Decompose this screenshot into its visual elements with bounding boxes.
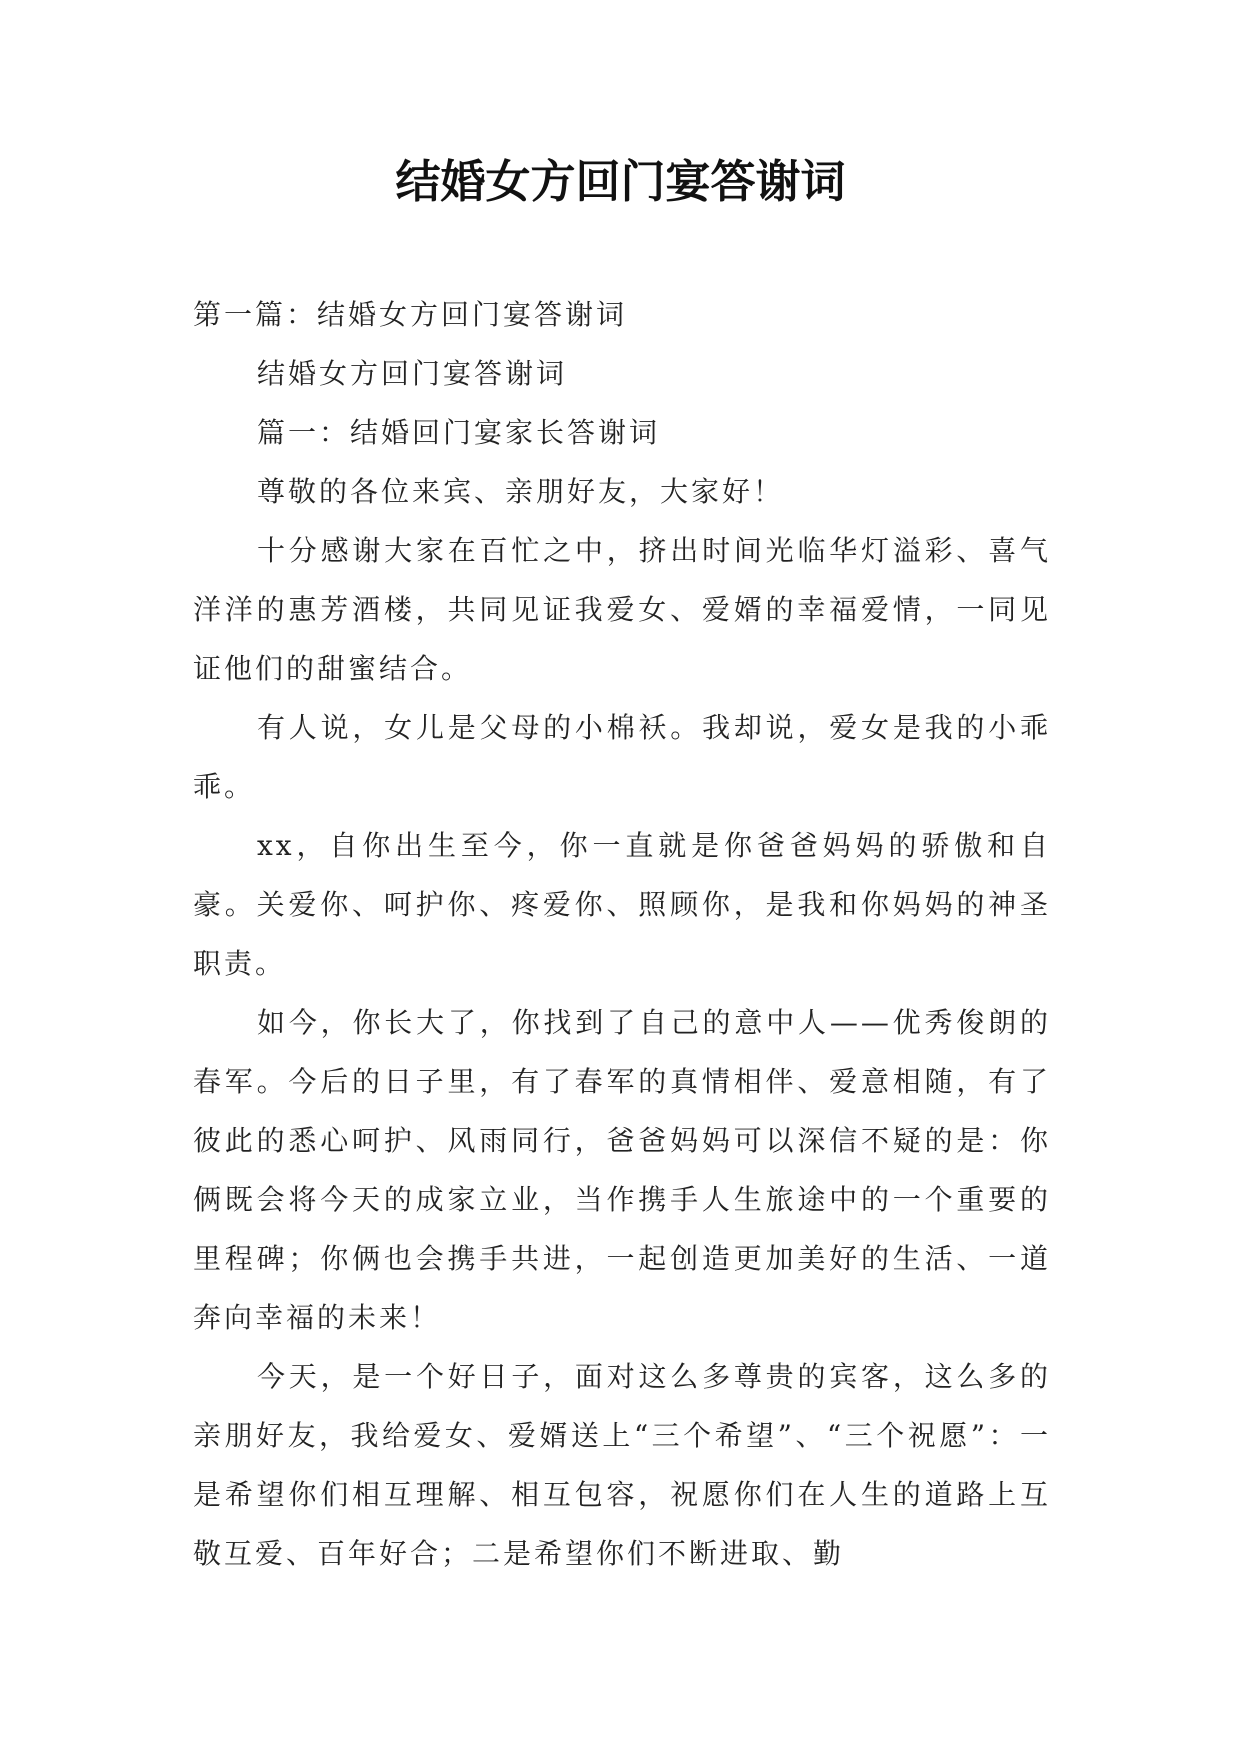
subtitle-paragraph: 结婚女方回门宴答谢词 [257,357,568,390]
body-paragraph: 今天，是一个好日子，面对这么多尊贵的宾客，这么多的亲朋好友，我给爱女、爱婿送上“三个希望”、“三个祝愿”：一是希望你们相互理解、相互包容，祝愿你们在人生的道路上互敬互爱、百年好合；二是希望你们不断进取、勤 [193,1360,1051,1570]
document-body [193,285,1051,1583]
body-paragraph: xx，自你出生至今，你一直就是你爸爸妈妈的骄傲和自豪。关爱你、呵护你、疼爱你、照顾你，是我和你妈妈的神圣职责。 [193,829,1051,980]
document-title: 结婚女方回门宴答谢词 [395,155,846,208]
article-heading: 篇一：结婚回门宴家长答谢词 [257,416,661,449]
body-paragraph: 有人说，女儿是父母的小棉袄。我却说，爱女是我的小乖乖。 [193,711,1051,803]
greeting-paragraph: 尊敬的各位来宾、亲朋好友，大家好！ [257,475,785,508]
body-paragraph: 如今，你长大了，你找到了自己的意中人——优秀俊朗的春军。今后的日子里，有了春军的真情相伴、爱意相随，有了彼此的悉心呵护、风雨同行，爸爸妈妈可以深信不疑的是：你俩既会将今天的成家立业，当作携手人生旅途中的一个重要的里程碑；你俩也会携手共进，一起创造更加美好的生活、一道奔向幸福的未来！ [193,1006,1051,1334]
body-paragraph: 十分感谢大家在百忙之中，挤出时间光临华灯溢彩、喜气洋洋的惠芳酒楼，共同见证我爱女、爱婿的幸福爱情，一同见证他们的甜蜜结合。 [193,534,1051,685]
section-heading: 第一篇：结婚女方回门宴答谢词 [193,298,628,331]
